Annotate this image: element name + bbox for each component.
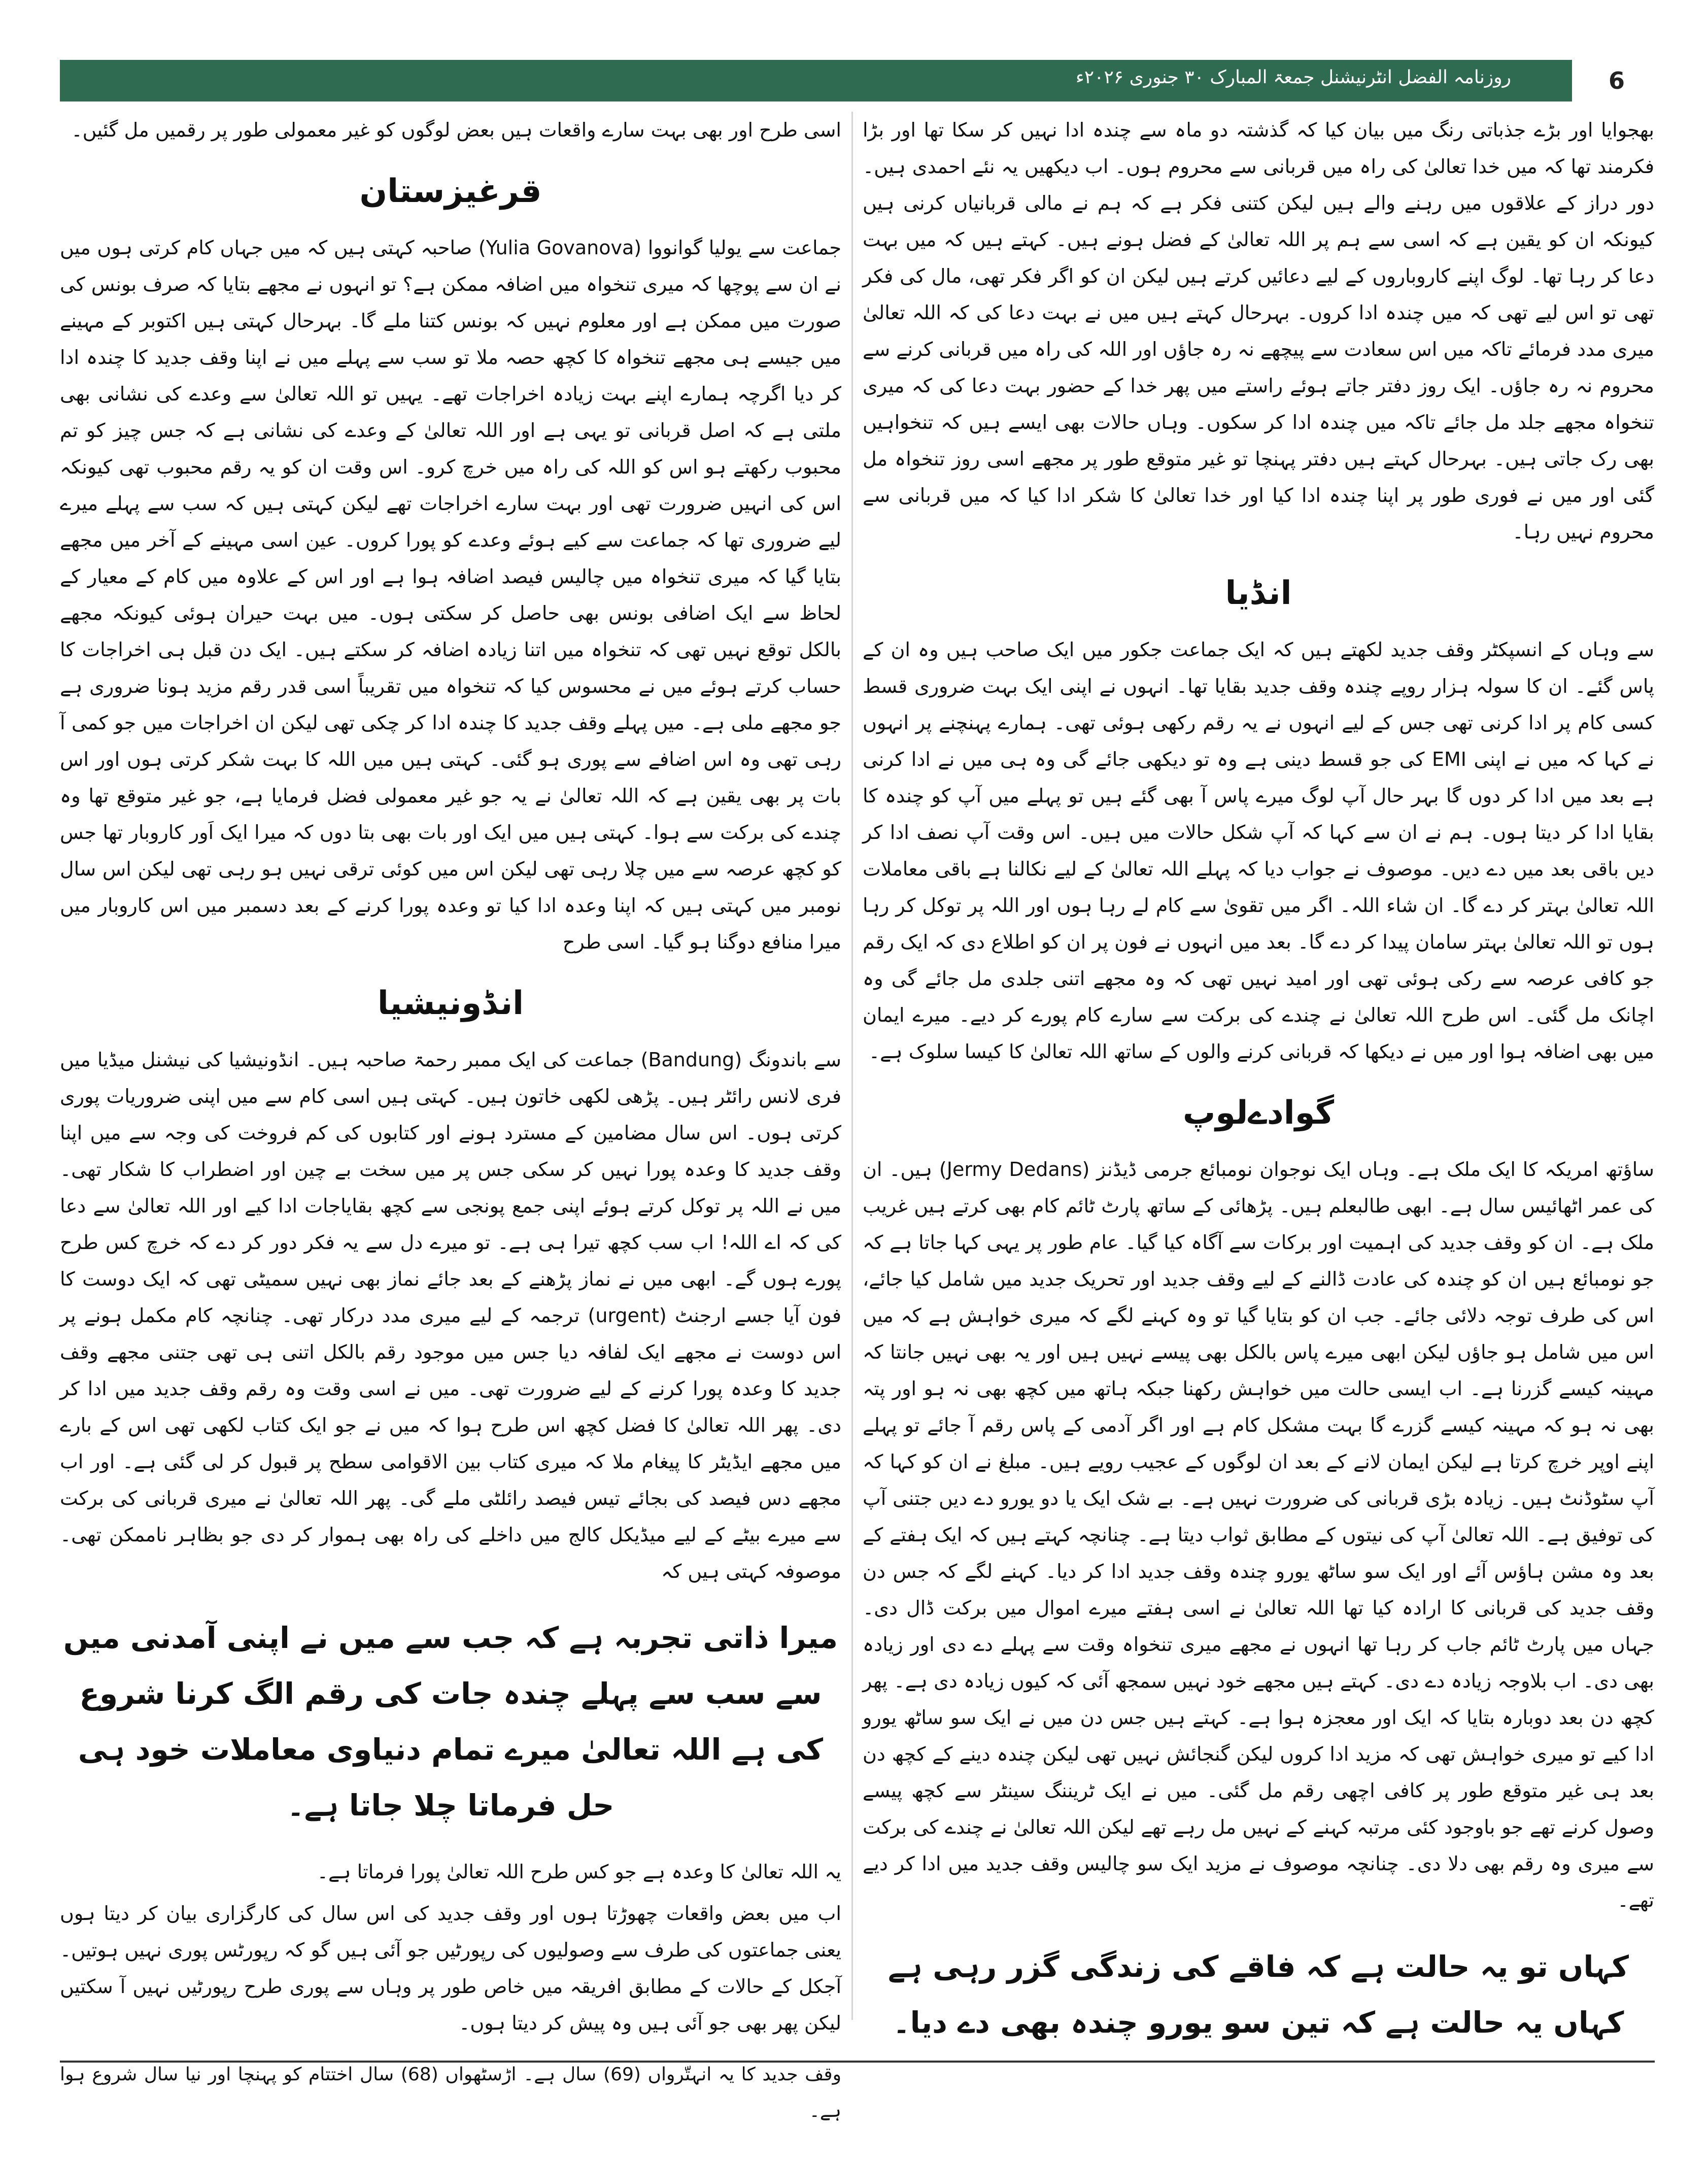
header-bar (60, 60, 1572, 102)
left-column (60, 112, 841, 2135)
india-paragraph: سے وہاں کے انسپکٹر وقف جدید لکھتے ہیں کہ ایک جماعت جکور میں ایک صاحب ہیں وہ ان کے پاس گئے۔ ان کا سولہ ہزار روپے چندہ وقف جدید بقایا تھا۔ انہوں نے اپنی ایک بہت ضروری قسط کسی کام پر ادا کرنی تھی جس کے لیے انہوں نے یہ رقم رکھی ہوئی تھی۔ ہمارے پہنچنے پر انہوں نے کہا کہ میں نے اپنی EMI کی جو قسط دینی ہے وہ تو دیکھی جائے گی وہ ہی میں نے ادا کرنی ہے بعد میں ادا کر دوں گا بہر حال آپ لوگ میرے پاس آ بھی گئے ہیں تو پہلے میں آپ کو چندہ کا بقایا ادا کر دیتا ہوں۔ ہم نے ان سے کہا کہ آپ شکل حالات میں ہیں۔ اس وقت آپ نصف ادا کر دیں باقی بعد میں دے دیں۔ موصوف نے جواب دیا کہ پہلے اللہ تعالیٰ کے لیے نکالنا ہے باقی معاملات اللہ تعالیٰ بہتر کر دے گا۔ ان شاء اللہ۔ اگر میں تقویٰ سے کام لے رہا ہوں اور اللہ پر توکل کر رہا ہوں تو اللہ تعالیٰ بہتر سامان پیدا کر دے گا۔ بعد میں انہوں نے فون پر ان کو اطلاع دی کہ ایک رقم جو کافی عرصہ سے رکی ہوئی تھی اور امید نہیں تھی کہ وہ مجھے اتنی جلدی مل جائے گی وہ اچانک مل گئی۔ اس طرح اللہ تعالیٰ نے چندے کی برکت سے سارے کام پورے کر دیے۔ میرے ایمان میں بھی اضافہ ہوا اور میں نے دیکھا کہ قربانی کرنے والوں کے ساتھ اللہ تعالیٰ کا کیسا سلوک ہے۔ (863, 638, 1654, 1063)
bottom-rule (60, 2061, 1655, 2063)
footnote: وقف جدید کا یہ انہتّرواں (69) سال ہے۔ اڑسٹھواں (68) سال اختتام کو پہنچا اور نیا سال شروع ہوا ہے۔ (60, 2064, 842, 2121)
heading-india: انڈیا (1225, 575, 1292, 612)
page-header (60, 60, 1655, 102)
page-number: 6 (1608, 67, 1625, 94)
pull-quote-line-2: کہاں یہ حالت ہے کہ تین سو یورو چندہ بھی دے دیا۔ (893, 2005, 1624, 2040)
closing-paragraph-1: یہ اللہ تعالیٰ کا وعدہ ہے جو کس طرح اللہ تعالیٰ پورا فرماتا ہے۔ (317, 1861, 841, 1883)
heading-indonesia: انڈونیشیا (377, 985, 524, 1022)
right-intro-paragraph: بھجوایا اور بڑے جذباتی رنگ میں بیان کیا کہ گذشتہ دو ماہ سے چندہ ادا نہیں کر سکا تھا اور بڑا فکرمند تھا کہ میں خدا تعالیٰ کی راہ میں قربانی سے محروم ہوں۔ اب دیکھیں یہ نئے احمدی ہیں۔ دور دراز کے علاقوں میں رہنے والے ہیں لیکن کتنی فکر ہے کہ ہم نے مالی قربانیاں کرنی ہیں کیونکہ ان کو یقین ہے کہ اسی سے ہم پر اللہ تعالیٰ کے فضل ہونے ہیں۔ کہتے ہیں کہ میں بہت دعا کر رہا تھا۔ لوگ اپنے کاروباروں کے لیے دعائیں کرتے ہیں لیکن ان کو اگر فکر تھی، مال کی فکر تھی تو اس لیے تھی کہ میں چندہ ادا کروں۔ بہرحال کہتے ہیں میں نے بہت دعا کی کہ اللہ تعالیٰ میری مدد فرمائے تاکہ میں اس سعادت سے پیچھے نہ رہ جاؤں اور اللہ کی راہ میں قربانی کرنے سے محروم نہ رہ جاؤں۔ ایک روز دفتر جاتے ہوئے راستے میں پھر خدا کے حضور بہت دعا کی کہ میری تنخواہ مجھے جلد مل جائے تاکہ میں چندہ ادا کر سکوں۔ وہاں حالات بھی ایسے ہیں کہ تنخواہیں بھی رک جاتی ہیں۔ بہرحال کہتے ہیں دفتر پہنچا تو غیر متوقع طور پر مجھے اسی روز تنخواہ مل گئی اور میں نے فوری طور پر اپنا چندہ ادا کیا اور خدا تعالیٰ کا شکر ادا کیا کہ میں قربانی سے محروم نہیں رہا۔ (863, 119, 1654, 543)
indonesia-paragraph: سے باندونگ (Bandung) جماعت کی ایک ممبر رحمۃ صاحبہ ہیں۔ انڈونیشیا کی نیشنل میڈیا میں فری لانس رائٹر ہیں۔ پڑھی لکھی خاتون ہیں۔ کہتی ہیں اسی کام سے میں اپنی ضروریات پوری کرتی ہوں۔ اس سال مضامین کے مسترد ہونے اور کتابوں کی کم فروخت کی وجہ سے میں اپنا وقف جدید کا وعدہ پورا نہیں کر سکی جس پر میں سخت بے چین اور اضطراب کا شکار تھی۔ میں نے اللہ پر توکل کرتے ہوئے اپنی جمع پونجی سے کچھ بقایاجات ادا کیے اور اللہ تعالیٰ سے دعا کی کہ اے اللہ! اب سب کچھ تیرا ہی ہے۔ تو میرے دل سے یہ فکر دور کر دے کہ خرچ کس طرح پورے ہوں گے۔ ابھی میں نے نماز پڑھنے کے بعد جائے نماز بھی نہیں سمیٹی تھی کہ ایک دوست کا فون آیا جسے ارجنٹ (urgent) ترجمہ کے لیے میری مدد درکار تھی۔ چنانچہ کام مکمل ہونے پر اس دوست نے مجھے ایک لفافہ دیا جس میں موجود رقم بالکل اتنی ہی تھی جتنی مجھے وقف جدید کا وعدہ پورا کرنے کے لیے ضرورت تھی۔ میں نے اسی وقت وہ رقم وقف جدید میں ادا کر دی۔ پھر اللہ تعالیٰ کا فضل کچھ اس طرح ہوا کہ میں نے جو ایک کتاب لکھی تھی اس کے بارے میں مجھے ایڈیٹر کا پیغام ملا کہ میری کتاب بین الاقوامی سطح پر قبول کر لی گئی ہے۔ اور اب مجھے دس فیصد کی بجائے تیس فیصد رائلٹی ملے گی۔ پھر اللہ تعالیٰ نے میری قربانی کی برکت سے میرے بیٹے کے لیے میڈیکل کالج میں داخلے کی راہ بھی ہموار کر دی جو بظاہر ناممکن تھی۔ موصوفہ کہتی ہیں کہ (60, 1049, 841, 1582)
left-intro-line: اسی طرح اور بھی بہت سارے واقعات ہیں بعض لوگوں کو غیر معمولی طور پر رقمیں مل گئیں۔ (71, 119, 841, 141)
guadeloupe-paragraph: ساؤتھ امریکہ کا ایک ملک ہے۔ وہاں ایک نوجوان نومبائع جرمی ڈیڈنز (Jermy Dedans) ہیں۔ ان کی عمر اٹھائیس سال ہے۔ ابھی طالبعلم ہیں۔ پڑھائی کے ساتھ پارٹ ٹائم کام بھی کرتے ہیں غریب ملک ہے۔ ان کو وقف جدید کی اہمیت اور برکات سے آگاہ کیا گیا۔ عام طور پر یہی کہا جاتا ہے کہ جو نومبائع ہیں ان کو چندہ کی عادت ڈالنے کے لیے وقف جدید اور تحریک جدید میں شامل کیا جائے، اس کی طرف توجہ دلائی جائے۔ جب ان کو بتایا گیا تو وہ کہنے لگے کہ میری خواہش ہے کہ میں اس میں شامل ہو جاؤں لیکن ابھی میرے پاس بالکل بھی پیسے نہیں ہیں اور یہ بھی نہیں جانتا کہ مہینہ کیسے گزرنا ہے۔ اب ایسی حالت میں خواہش رکھنا جبکہ ہاتھ میں کچھ بھی نہ ہو اور پتہ بھی نہ ہو کہ مہینہ کیسے گزرے گا بہت مشکل کام ہے اور اگر آدمی کے پاس رقم آ جائے تو پہلے اپنے اوپر خرچ کرتا ہے لیکن ایمان لانے کے بعد ان لوگوں کے عجیب رویے ہیں۔ مبلغ نے ان کو کہا کہ آپ سٹوڈنٹ ہیں۔ زیادہ بڑی قربانی کی ضرورت نہیں ہے۔ بے شک ایک یا دو یورو دے دیں جتنی آپ کی توفیق ہے۔ اللہ تعالیٰ آپ کی نیتوں کے مطابق ثواب دیتا ہے۔ چنانچہ کہتے ہیں کہ ایک ہفتے کے بعد وہ مشن ہاؤس آئے اور ایک سو ساٹھ یورو چندہ وقف جدید ادا کر دیا۔ کہنے لگے کہ جس دن وقف جدید کی قربانی کا ارادہ کیا تھا اللہ تعالیٰ نے اسی ہفتے میرے اموال میں برکت ڈال دی۔ جہاں میں پارٹ ٹائم جاب کر رہا تھا انہوں نے مجھے میری تنخواہ وقت سے پہلے دے دی اور زیادہ بھی دی۔ اب بلاوجہ زیادہ دے دی۔ کہتے ہیں مجھے خود نہیں سمجھ آئی کہ کیوں زیادہ دی ہے۔ پھر کچھ دن بعد دوبارہ بتایا کہ ایک اور معجزہ ہوا ہے۔ کہتے ہیں جس دن میں نے ایک سو ساٹھ یورو ادا کیے تو میری خواہش تھی کہ مزید ادا کروں لیکن گنجائش نہیں تھی لیکن چندہ دینے کے کچھ دن بعد ہی غیر متوقع طور پر کافی اچھی رقم مل گئی۔ میں نے ایک ٹریننگ سینٹر سے کچھ پیسے وصول کرنے تھے جو باوجود کئی مرتبہ کہنے کے نہیں مل رہے تھے لیکن اللہ تعالیٰ نے چندے کی برکت سے میری وہ رقم بھی دلا دی۔ چنانچہ موصوف نے مزید ایک سو چالیس وقف جدید میں ادا کر دیے تھے۔ (863, 1158, 1655, 1911)
kyrgyzstan-paragraph: جماعت سے یولیا گوانووا (Yulia Govanova) صاحبہ کہتی ہیں کہ میں جہاں کام کرتی ہوں میں نے ان سے پوچھا کہ میری تنخواہ میں اضافہ ممکن ہے؟ تو انہوں نے مجھے بتایا کہ صرف بونس کی صورت میں ممکن ہے اور معلوم نہیں کہ بونس کتنا ملے گا۔ بہرحال کہتی ہیں اکتوبر کے مہینے میں جیسے ہی مجھے تنخواہ کا کچھ حصہ ملا تو سب سے پہلے میں نے اپنا وقف جدید کا چندہ ادا کر دیا اگرچہ ہمارے اپنے بہت زیادہ اخراجات تھے۔ یہیں تو اللہ تعالیٰ سے وعدے کی نشانی بھی ملتی ہے کہ اصل قربانی تو یہی ہے اور اللہ تعالیٰ کے وعدے کی نشانی ہے کہ جس چیز کو تم محبوب رکھتے ہو اس کو اللہ کی راہ میں خرچ کرو۔ اس وقت ان کو یہ رقم محبوب تھی کیونکہ اس کی انہیں ضرورت تھی اور بہت سارے اخراجات تھے لیکن کہتی ہیں کہ سب سے پہلے میرے لیے ضروری تھا کہ جماعت سے کیے ہوئے وعدے کو پورا کروں۔ عین اسی مہینے کے آخر میں مجھے بتایا گیا کہ میری تنخواہ میں چالیس فیصد اضافہ ہوا ہے اور اس کے علاوہ میں کام کے معیار کے لحاظ سے ایک اضافی بونس بھی حاصل کر سکتی ہوں۔ میں بہت حیران ہوئی کیونکہ مجھے بالکل توقع نہیں تھی کہ تنخواہ میں اتنا زیادہ اضافہ کر سکتے ہیں۔ ایک دن قبل ہی اخراجات کا حساب کرتے ہوئے میں نے محسوس کیا کہ تنخواہ میں تقریباً اسی قدر رقم مزید ہونا ضروری ہے جو مجھے ملی ہے۔ میں پہلے وقف جدید کا چندہ ادا کر چکی تھی لیکن ان اخراجات میں جو کمی آ رہی تھی وہ اس اضافے سے پوری ہو گئی۔ کہتی ہیں میں اللہ کا بہت شکر کرتی ہوں اور اس بات پر بھی یقین ہے کہ اللہ تعالیٰ نے یہ جو غیر معمولی فضل فرمایا ہے، جو غیر متوقع تھا وہ چندے کی برکت سے ہوا۔ کہتی ہیں میں ایک اور بات بھی بتا دوں کہ میرا ایک اَور کاروبار تھا جس کو کچھ عرصہ سے میں چلا رہی تھی لیکن اس میں کوئی ترقی نہیں ہو رہی تھی لیکن اس سال نومبر میں کہتی ہیں کہ اپنا وعدہ ادا کیا تو وعدہ پورا کرنے کے بعد دسمبر میں اس کاروبار میں میرا منافع دوگنا ہو گیا۔ اسی طرح (60, 237, 841, 953)
column-divider (851, 112, 853, 2020)
right-column (863, 112, 1654, 2071)
heading-guadeloupe: گوادےلوپ (1182, 1094, 1335, 1132)
highlight-quote: میرا ذاتی تجربہ ہے کہ جب سے میں نے اپنی آمدنی میں سے سب سے پہلے چندہ جات کی رقم الگ کرنا شروع کی ہے اللہ تعالیٰ میرے تمام دنیاوی معاملات خود ہی حل فرماتا چلا جاتا ہے۔ (63, 1621, 838, 1823)
closing-paragraph-2: اب میں بعض واقعات چھوڑتا ہوں اور وقف جدید کی اس سال کی کارگزاری بیان کر دیتا ہوں یعنی جماعتوں کی طرف سے وصولیوں کی رپورٹیں جو آئی ہیں گو کہ رپورٹس پوری نہیں ہوتیں۔ آجکل کے حالات کے مطابق افریقہ میں خاص طور پر وہاں سے پوری طرح رپورٹیں نہیں آ سکتیں لیکن پھر بھی جو آئی ہیں وہ پیش کر دیتا ہوں۔ (60, 1902, 841, 2034)
heading-kyrgyzstan: قرغیزستان (359, 173, 542, 210)
pull-quote-line-1: کہاں تو یہ حالت ہے کہ فاقے کی زندگی گزر رہی ہے (888, 1949, 1629, 1984)
header-title: روزنامہ الفضل انٹرنیشنل جمعۃ المبارک ۳۰ جنوری ۲۰۲۶ء (1075, 67, 1511, 88)
pull-quote-right (863, 1939, 1654, 2050)
